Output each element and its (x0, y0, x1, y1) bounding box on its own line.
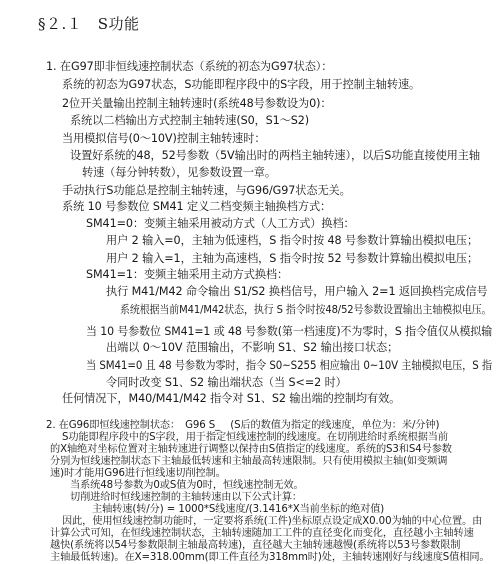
s1-line-4: 当用模拟信号(0～10V)控制主轴转速时： (62, 132, 266, 145)
s1-line-1: 系统的初态为G97状态，S功能即程序段中的S字段，用于控制主轴转速。 (62, 78, 421, 91)
s1-line-6: 转速（每分钟转数），见参数设置一章。 (82, 166, 276, 179)
s2-line-7: 主轴转速(转/分) = 1000*S线速度/(3.1416*X当前坐标的绝对值) (92, 504, 385, 515)
s1-line-15: 当 10 号参数位 SM41=1 或 48 号参数(第一档速度)不为零时，S 指令值仅从模拟输 (86, 325, 493, 338)
s1-line-12: SM41=1：变频主轴采用主动方式换档： (86, 268, 289, 281)
s2-line-9: 计算公式可知，在恒线速控制状态，主轴转速随加工工件的直径变化而变化，直径越小主轴转速 (50, 528, 474, 539)
s2-line-2: 的X轴绝对坐标位置对主轴转速进行调整以保持由S值指定的线速度。系统的S3和S4号参数 (50, 444, 452, 455)
s2-line-8: 因此，使用恒线速控制功能时，一定要将系统(工件)坐标原点设定成X0.00为轴的中心位置。由 (62, 516, 483, 527)
s1-line-2: 2位开关量输出控制主轴转速时(系统48号参数设为0)： (62, 97, 332, 110)
s1-line-16: 出端以 0～10V 范围输出，不影响 S1、S2 输出接口状态； (106, 341, 399, 354)
s1-line-8: 系统 10 号参数位 SM41 定义二档变频主轴换档方式： (62, 200, 332, 213)
s1-line-3: 系统以二档输出方式控制主轴转速(S0，S1～S2) (70, 114, 310, 127)
s1-line-7: 手动执行S功能总是控制主轴转速，与G96/G97状态无关。 (62, 184, 351, 197)
s1-line-14: 系统根据当前M41/M42状态，执行 S 指令时按48/52号参数设置输出主轴模拟电压。 (120, 304, 492, 316)
s2-line-11: 主轴最低转速)。在X=318.00mm(即工件直径为318mm时)处，主轴转速刚好与线速度S值相同。 (50, 552, 490, 563)
s2-line-6: 切削进给时恒线速控制的主轴转速由以下公式计算： (70, 492, 303, 503)
s1-line-0: 1. 在G97即非恒线速控制状态（系统的初态为G97状态）： (46, 60, 333, 73)
s1-line-17: 当 SM41=0 且 48 号参数为零时，指令 S0~S255 相应输出 0~10V 主轴模拟电压，S 指 (86, 359, 493, 372)
s2-line-0: 2. 在G96即恒线速控制状态： G96 S_ (S后的数值为指定的线速度，单位为：米/分钟) (46, 420, 440, 431)
s2-line-4: 速)时才能用G96进行恒线速切削控制。 (50, 468, 226, 479)
s1-line-11: 用户 2 输入=1，主轴为高速档，S 指令时按 52 号参数计算输出模拟电压； (106, 252, 479, 265)
s1-line-13: 执行 M41/M42 命令输出 S1/S2 换档信号，用户输入 2=1 返回换档完成信号 (106, 285, 488, 298)
page-title: §２.１ S功能 (38, 15, 140, 33)
s1-line-9: SM41=0：变频主轴采用被动方式（人工方式）换档： (86, 217, 355, 230)
s1-line-5: 设置好系统的48，52号参数（5V输出时的两档主轴转速），以后S功能直接使用主轴 (70, 149, 480, 162)
s2-line-3: 分别为恒线速控制状态下主轴最低转速和主轴最高转速限制。只有使用模拟主轴(如变频调 (50, 456, 448, 467)
s1-line-19: 任何情况下，M40/M41/M42 指令对 S1、S2 输出端的控制均有效。 (62, 392, 401, 405)
s2-line-5: 当系统48号参数为0或S值为0时，恒线速控制无效。 (70, 480, 304, 491)
s2-line-10: 越快(系统将以54号参数限制主轴最高转速)，直径越大主轴转速越慢(系统将以53号参数限制 (50, 540, 461, 551)
s1-line-18: 令同时改变 S1、S2 输出端状态（当 S<=2 时） (106, 376, 347, 389)
s1-line-10: 用户 2 输入=0，主轴为低速档，S 指令时按 48 号参数计算输出模拟电压； (106, 234, 479, 247)
s2-line-1: S功能即程序段中的S字段，用于指定恒线速控制的线速度。在切削进给时系统根据当前 (62, 432, 448, 443)
